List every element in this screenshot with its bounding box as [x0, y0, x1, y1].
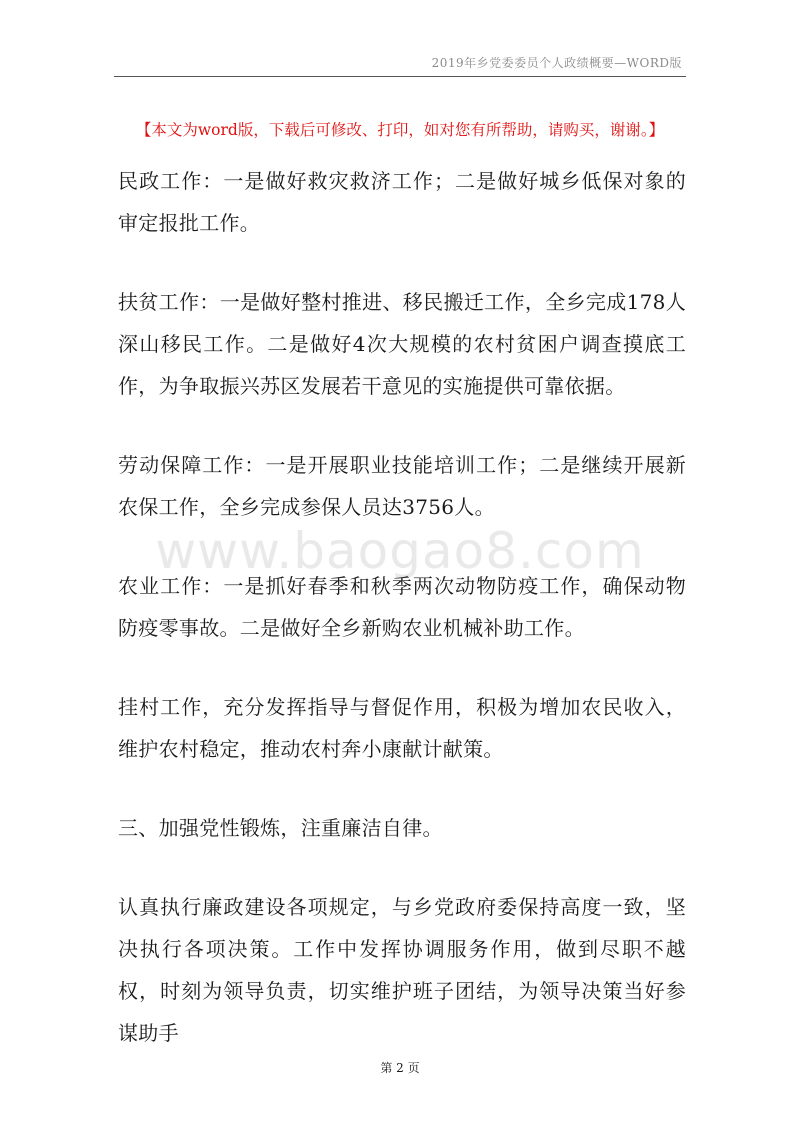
header-divider: [114, 76, 686, 77]
paragraph-labor-security: 劳动保障工作：一是开展职业技能培训工作；二是继续开展新农保工作，全乡完成参保人员达3756人。: [118, 453, 686, 519]
document-header-title: 2019年乡党委委员个人政绩概要—WORD版: [431, 56, 682, 70]
paragraph-agriculture: 农业工作：一是抓好春季和秋季两次动物防疫工作，确保动物防疫零事故。二是做好全乡新购农业机械补助工作。: [118, 574, 686, 640]
download-notice: 【本文为word版，下载后可修改、打印，如对您有所帮助，请购买，谢谢。】: [135, 121, 665, 139]
paragraph-poverty-alleviation: 扶贫工作：一是做好整村推进、移民搬迁工作，全乡完成178人深山移民工作。二是做好4次大规模的农村贫困户调查摸底工作，为争取振兴苏区发展若干意见的实施提供可靠依据。: [118, 290, 686, 398]
section-heading: 三、加强党性锻炼，注重廉洁自律。: [118, 816, 443, 840]
paragraph-civil-affairs: 民政工作：一是做好救灾救济工作；二是做好城乡低保对象的审定报批工作。: [118, 169, 686, 235]
watermark: www.baogao8.com: [155, 522, 645, 580]
paragraph-village-work: 挂村工作，充分发挥指导与督促作用，积极为增加农民收入，维护农村稳定，推动农村奔小康献计献策。: [118, 695, 686, 761]
paragraph-integrity: 认真执行廉政建设各项规定，与乡党政府委保持高度一致，坚决执行各项决策。工作中发挥协调服务作用，做到尽职不越权，时刻为领导负责，切实维护班子团结，为领导决策当好参谋助手: [118, 895, 686, 1045]
page-number: 第 2 页: [380, 1061, 420, 1075]
document-body: [118, 160, 686, 1091]
